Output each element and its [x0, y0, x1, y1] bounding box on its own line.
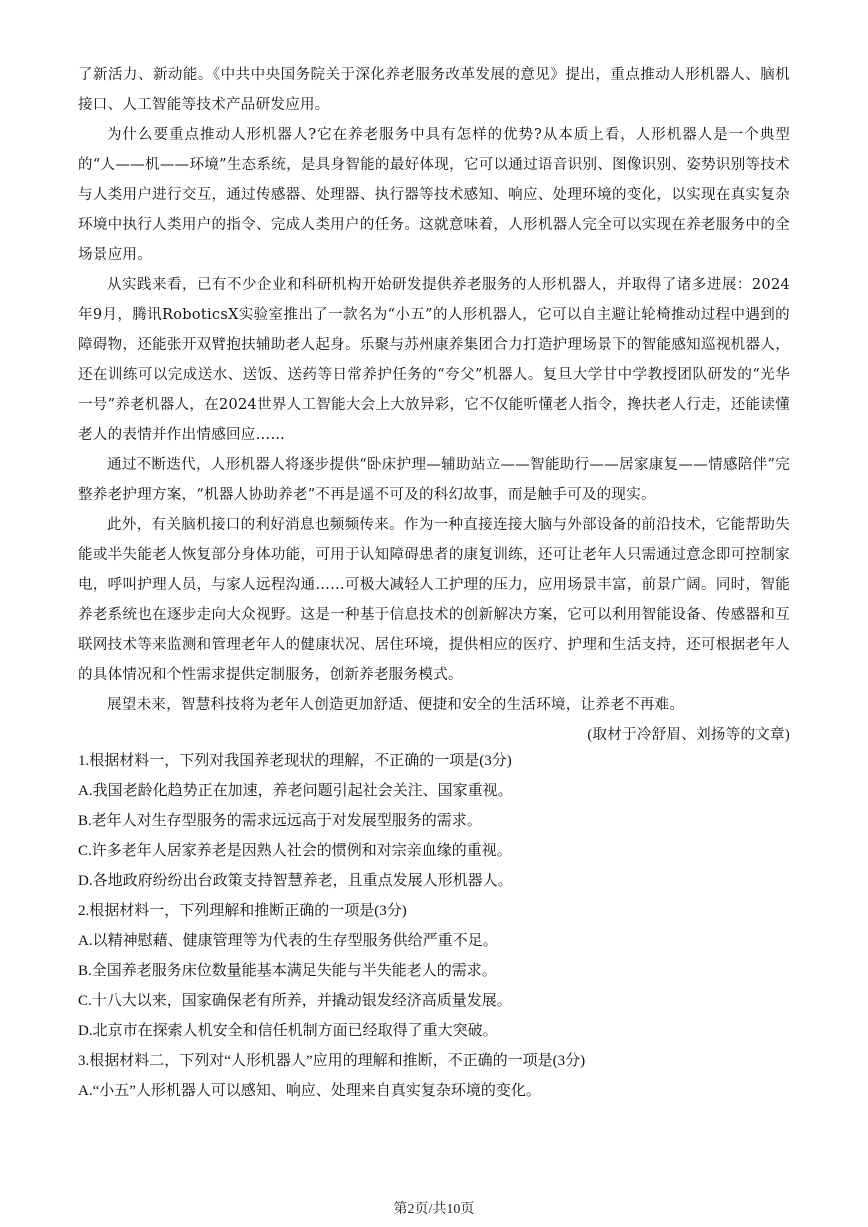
question-option: C.十八大以来，国家确保老有所养，并撬动银发经济高质量发展。 [78, 993, 512, 1009]
question-list [78, 746, 790, 1106]
question-title: 3.根据材料二，下列对“人形机器人”应用的理解和推断，不正确的一项是(3分) [78, 1053, 586, 1069]
question-option: A.我国老龄化趋势正在加速，养老问题引起社会关注、国家重视。 [78, 783, 513, 799]
passage-paragraph-6: 展望未来，智慧科技将为老年人创造更加舒适、便捷和安全的生活环境，让养老不再难。 [107, 697, 685, 713]
page-number: 第2页/共10页 [393, 1202, 475, 1217]
question-option: B.老年人对生存型服务的需求远远高于对发展型服务的需求。 [78, 813, 482, 829]
reading-passage [78, 60, 790, 750]
question-option: A.“小五”人形机器人可以感知、响应、处理来自真实复杂环境的变化。 [78, 1083, 541, 1099]
question-option: C.许多老年人居家养老是因熟人社会的惯例和对宗亲血缘的重视。 [78, 843, 512, 859]
question-option: D.各地政府纷纷出台政策支持智慧养老，且重点发展人形机器人。 [78, 873, 513, 889]
passage-paragraph-1: 了新活力、新动能。《中共中央国务院关于深化养老服务改革发展的意见》提出，重点推动人形机器人、脑机接口、人工智能等技术产品研发应用。 [78, 67, 790, 113]
question-option: A.以精神慰藉、健康管理等为代表的生存型服务供给严重不足。 [78, 933, 498, 949]
question-option: B.全国养老服务床位数量能基本满足失能与半失能老人的需求。 [78, 963, 497, 979]
passage-paragraph-5: 此外，有关脑机接口的利好消息也频频传来。作为一种直接连接大脑与外部设备的前沿技术，它能帮助失能或半失能老人恢复部分身体功能，可用于认知障碍患者的康复训练，还可让老年人只需通过意念即可控制家电，呼叫护理人员，与家人远程沟通……可极大减轻人工护理的压力，应用场景丰富，前景广阔。同时，智能养老系统也在逐步走向大众视野。这是一种基于信息技术的创新解决方案，它可以利用智能设备、传感器和互联网技术等来监测和管理老年人的健康状况、居住环境，提供相应的医疗、护理和生活支持，还可根据老年人的具体情况和个性需求提供定制服务，创新养老服务模式。 [78, 517, 790, 683]
question-1 [78, 746, 790, 896]
passage-source: (取材于冷舒眉、刘扬等的文章) [587, 727, 790, 743]
question-title: 1.根据材料一，下列对我国养老现状的理解，不正确的一项是(3分) [78, 753, 512, 769]
passage-paragraph-2: 为什么要重点推动人形机器人?它在养老服务中具有怎样的优势?从本质上看，人形机器人是一个典型的“人——机——环境”生态系统，是具身智能的最好体现，它可以通过语音识别、图像识别、姿势识别等技术与人类用户进行交互，通过传感器、处理器、执行器等技术感知、响应、处理环境的变化，以实现在真实复杂环境中执行人类用户的指令、完成人类用户的任务。这就意味着，人形机器人完全可以实现在养老服务中的全场景应用。 [78, 127, 790, 263]
question-option: D.北京市在探索人机安全和信任机制方面已经取得了重大突破。 [78, 1023, 498, 1039]
passage-paragraph-4: 通过不断迭代，人形机器人将逐步提供“卧床护理—辅助站立——智能助行——居家康复——情感陪伴”完整养老护理方案，“机器人协助养老”不再是遥不可及的科幻故事，而是触手可及的现实。 [78, 457, 790, 503]
question-title: 2.根据材料一，下列理解和推断正确的一项是(3分) [78, 903, 407, 919]
passage-paragraph-3: 从实践来看，已有不少企业和科研机构开始研发提供养老服务的人形机器人，并取得了诸多进展：2024年9月，腾讯RoboticsX实验室推出了一款名为“小五”的人形机器人，它可以自主避让轮椅推动过程中遇到的障碍物，还能张开双臂抱扶辅助老人起身。乐聚与苏州康养集团合力打造护理场景下的智能感知巡视机器人，还在训练可以完成送水、送饭、送药等日常养护任务的“夸父”机器人。复旦大学甘中学教授团队研发的“光华一号”养老机器人，在2024世界人工智能大会上大放异彩，它不仅能听懂老人指令，搀扶老人行走，还能读懂老人的表情并作出情感回应…… [78, 277, 790, 443]
question-2 [78, 896, 790, 1046]
question-3 [78, 1046, 790, 1106]
